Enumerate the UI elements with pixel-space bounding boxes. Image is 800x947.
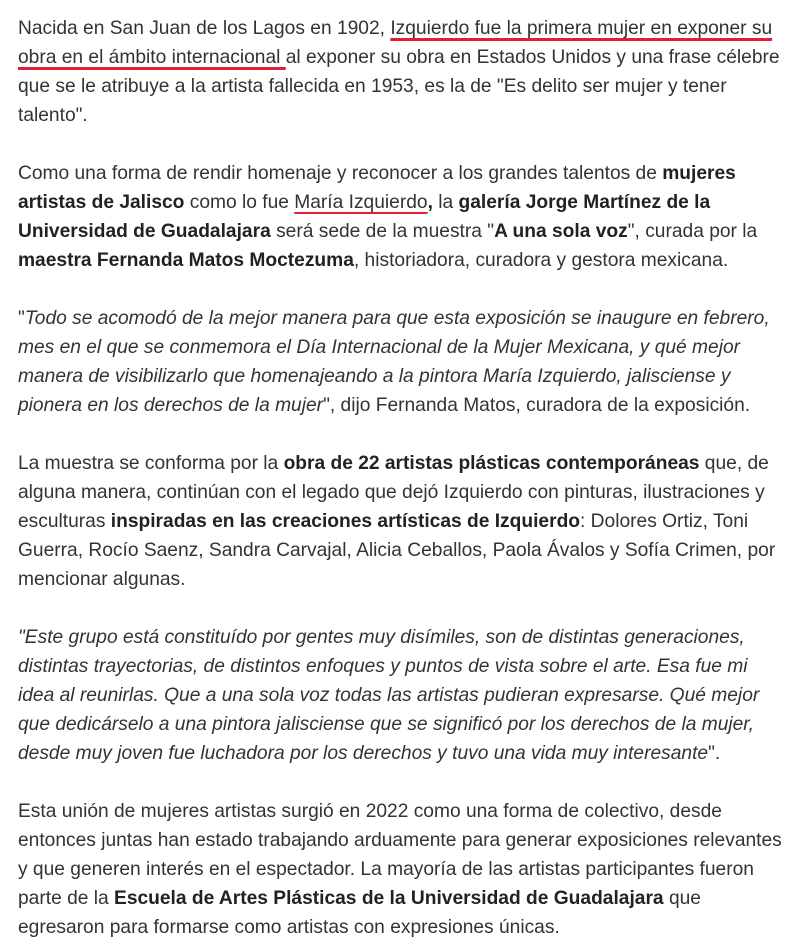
text: como lo fue xyxy=(184,192,295,213)
bold-text: mujeres artistas de Jalisco xyxy=(18,163,736,213)
text: , historiadora, curadora y gestora mexicana. xyxy=(353,250,729,271)
text: " xyxy=(18,308,25,329)
paragraph-intro xyxy=(18,14,782,130)
text: Nacida en San Juan de los Lagos en 1902 xyxy=(18,18,380,39)
text: ", curada por la xyxy=(627,221,758,242)
text: , xyxy=(379,18,391,39)
bold-text: galería Jorge Martínez de la Universidad de Guadalajara xyxy=(18,192,711,242)
italic-quote: "Este grupo está constituído por gentes muy disímiles, son de distintas generaciones, distintas trayectorias, de distintos enfoques y puntos de vista sobre el arte. Esa fue mi idea al reunirlas. Que a una sola voz todas las artistas pudieran expresarse. Qué mejor que dedicárselo a una pintora jalisciense que se significó por los derechos de la mujer, desde muy joven fue luchadora por los derechos y tuvo una vida muy interesante xyxy=(18,627,760,764)
text: que, de alguna manera, continúan con el legado que dejó Izquierdo con pinturas, ilustraciones y esculturas xyxy=(18,453,769,532)
text: que egresaron para formarse como artistas con expresiones únicas. xyxy=(18,888,701,938)
link-izquierdo-primera-mujer[interactable]: Izquierdo fue la primera mujer en exponer su obra en el ámbito internacional xyxy=(18,18,773,68)
bold-text: A una sola voz xyxy=(494,221,628,242)
bold-text: Escuela de Artes Plásticas de la Universidad de Guadalajara xyxy=(114,888,664,909)
text: la xyxy=(432,192,459,213)
paragraph-quote-matos xyxy=(18,304,782,420)
text: será sede de la muestra " xyxy=(270,221,495,242)
bold-text: maestra Fernanda Matos Moctezuma xyxy=(18,250,354,271)
text: La muestra se conforma por la xyxy=(18,453,284,474)
paragraph-union xyxy=(18,797,782,942)
italic-quote: Todo se acomodó de la mejor manera para que esta exposición se inaugure en febrero, mes en el que se conmemora el Día Internacional de la Mujer Mexicana, y qué mejor manera de visibilizarlo que homenajeando a la pintora María Izquierdo, jalisciense y pionera en los derechos de la mujer xyxy=(18,308,770,416)
text: ", dijo Fernanda Matos, curadora de la exposición. xyxy=(323,395,751,416)
bold-text: , xyxy=(427,192,433,213)
paragraph-quote-grupo xyxy=(18,623,782,768)
text: ". xyxy=(708,743,721,764)
paragraph-homenaje xyxy=(18,159,782,275)
text: Esta unión de mujeres artistas surgió en 2022 como una forma de colectivo, desde entonces juntas han estado trabajando arduamente para generar exposiciones relevantes y que generen interés en el espectador. La mayoría de las artistas participantes fueron parte de la xyxy=(18,801,782,909)
bold-text: obra de 22 artistas plásticas contemporáneas xyxy=(283,453,700,474)
text: Como una forma de rendir homenaje y reconocer a los grandes talentos de xyxy=(18,163,663,184)
text: : Dolores Ortiz, Toni Guerra, Rocío Saenz, Sandra Carvajal, Alicia Ceballos, Paola Ávalos y Sofía Crimen, por mencionar algunas. xyxy=(18,511,776,590)
link-maria-izquierdo[interactable]: María Izquierdo xyxy=(294,192,428,213)
bold-text: inspiradas en las creaciones artísticas de Izquierdo xyxy=(110,511,581,532)
paragraph-muestra xyxy=(18,449,782,594)
text: al exponer su obra en Estados Unidos y una frase célebre que se le atribuye a la artista fallecida en 1953, es la de "Es delito ser mujer y tener talento". xyxy=(18,47,780,126)
